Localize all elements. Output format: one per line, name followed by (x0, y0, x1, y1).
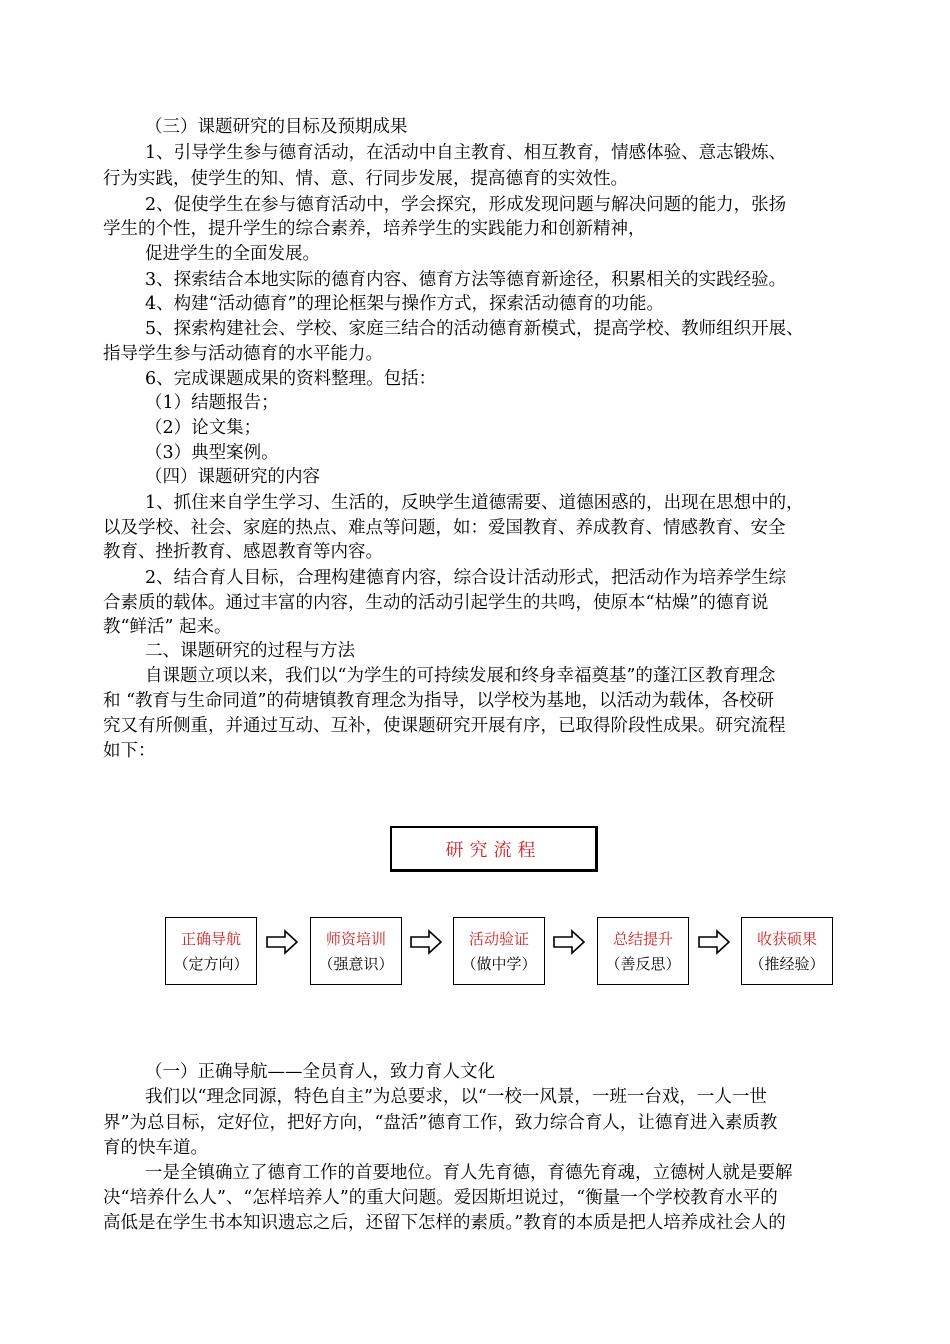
list-item: （1）结题报告； (145, 393, 279, 413)
right-arrow-icon (697, 929, 731, 955)
paragraph-line: 6、完成课题成果的资料整理。包括： (145, 369, 437, 389)
flow-step-sub: （强意识） (318, 955, 394, 973)
paragraph-line: 一是全镇确立了德育工作的首要地位。育人先育德，育德先育魂，立德树人就是要解 (145, 1163, 793, 1183)
flow-step-sub: （善反思） (605, 955, 681, 973)
paragraph-line: 和 “教育与生命同道”的荷塘镇教育理念为指导，以学校为基地，以活动为载体，各校研 (103, 691, 774, 711)
flow-step-5 (741, 917, 833, 985)
paragraph-line: 教育、挫折教育、感恩教育等内容。 (103, 542, 383, 562)
paragraph-line: 1、抓住来自学生学习、生活的，反映学生道德需要、道德困惑的，出现在思想中的， (145, 493, 804, 513)
paragraph-line: 育的快车道。 (103, 1138, 208, 1158)
flow-step-name: 收获硕果 (756, 930, 817, 948)
section-heading-goals: （三）课题研究的目标及预期成果 (145, 117, 408, 137)
paragraph-line: 2、结合育人目标，合理构建德育内容，综合设计活动形式，把活动作为培养学生综 (145, 568, 787, 588)
right-arrow-icon (265, 929, 299, 955)
paragraph-line: 促进学生的全面发展。 (145, 244, 320, 264)
right-arrow-icon (552, 929, 586, 955)
paragraph-line: 行为实践，使学生的知、情、意、行同步发展，提高德育的实效性。 (103, 169, 628, 189)
flow-step-1 (165, 917, 257, 985)
flow-step-4 (597, 917, 689, 985)
paragraph-line: 合素质的载体。通过丰富的内容，生动的活动引起学生的共鸣，使原本“枯燥”的德育说 (103, 593, 769, 613)
flow-step-name: 活动验证 (468, 930, 529, 948)
flow-step-name: 正确导航 (180, 930, 241, 948)
flow-title-box (390, 826, 598, 872)
paragraph-line: 指导学生参与活动德育的水平能力。 (103, 344, 383, 364)
paragraph-line: 学生的个性，提升学生的综合素养，培养学生的实践能力和创新精神， (103, 219, 646, 239)
paragraph-line: 高低是在学生书本知识遗忘之后，还留下怎样的素质。”教育的本质是把人培养成社会人的 (103, 1213, 786, 1233)
paragraph-line: 决“培养什么人”、“怎样培养人”的重大问题。爱因斯坦说过，“衡量一个学校教育水平的 (103, 1188, 778, 1208)
paragraph-line: 究又有所侧重，并通过互动、互补，使课题研究开展有序，已取得阶段性成果。研究流程 (103, 716, 786, 736)
paragraph-line: 5、探索构建社会、学校、家庭三结合的活动德育新模式，提高学校、教师组织开展、 (145, 319, 804, 339)
flow-step-3 (453, 917, 545, 985)
paragraph-line: 界”为总目标，定好位，把好方向，“盘活”德育工作，致力综合育人，让德育进入素质教 (103, 1113, 778, 1133)
paragraph-line: 以及学校、社会、家庭的热点、难点等问题，如：爱国教育、养成教育、情感教育、安全 (103, 518, 786, 538)
paragraph-line: 教“鲜活” 起来。 (103, 617, 232, 637)
section-heading-navigation: （一）正确导航——全员育人，致力育人文化 (145, 1062, 495, 1082)
flow-step-name: 师资培训 (325, 930, 386, 948)
section-heading-content: （四）课题研究的内容 (145, 467, 320, 487)
flow-step-2 (310, 917, 402, 985)
paragraph-line: 2、促使学生在参与德育活动中，学会探究，形成发现问题与解决问题的能力，张扬 (145, 195, 787, 215)
list-item: （3）典型案例。 (145, 443, 279, 463)
section-heading-process: 二、课题研究的过程与方法 (145, 641, 355, 661)
flow-step-sub: （推经验） (749, 955, 825, 973)
paragraph-line: 我们以“理念同源，特色自主”为总要求，以“一校一风景，一班一台戏，一人一世 (145, 1087, 767, 1107)
paragraph-line: 4、构建“活动德育”的理论框架与操作方式，探索活动德育的功能。 (145, 294, 665, 314)
paragraph-line: 1、引导学生参与德育活动，在活动中自主教育、相互教育，情感体验、意志锻炼、 (145, 143, 787, 163)
paragraph-line: 自课题立项以来，我们以“为学生的可持续发展和终身幸福奠基”的蓬江区教育理念 (145, 666, 776, 686)
paragraph-line: 如下： (103, 741, 156, 761)
flow-title: 研究流程 (445, 839, 542, 861)
flow-step-sub: （定方向） (173, 955, 249, 973)
list-item: （2）论文集； (145, 418, 262, 438)
flow-step-sub: （做中学） (461, 955, 537, 973)
right-arrow-icon (409, 929, 443, 955)
flow-step-name: 总结提升 (612, 930, 673, 948)
paragraph-line: 3、探索结合本地实际的德育内容、德育方法等德育新途径，积累相关的实践经验。 (145, 270, 787, 290)
